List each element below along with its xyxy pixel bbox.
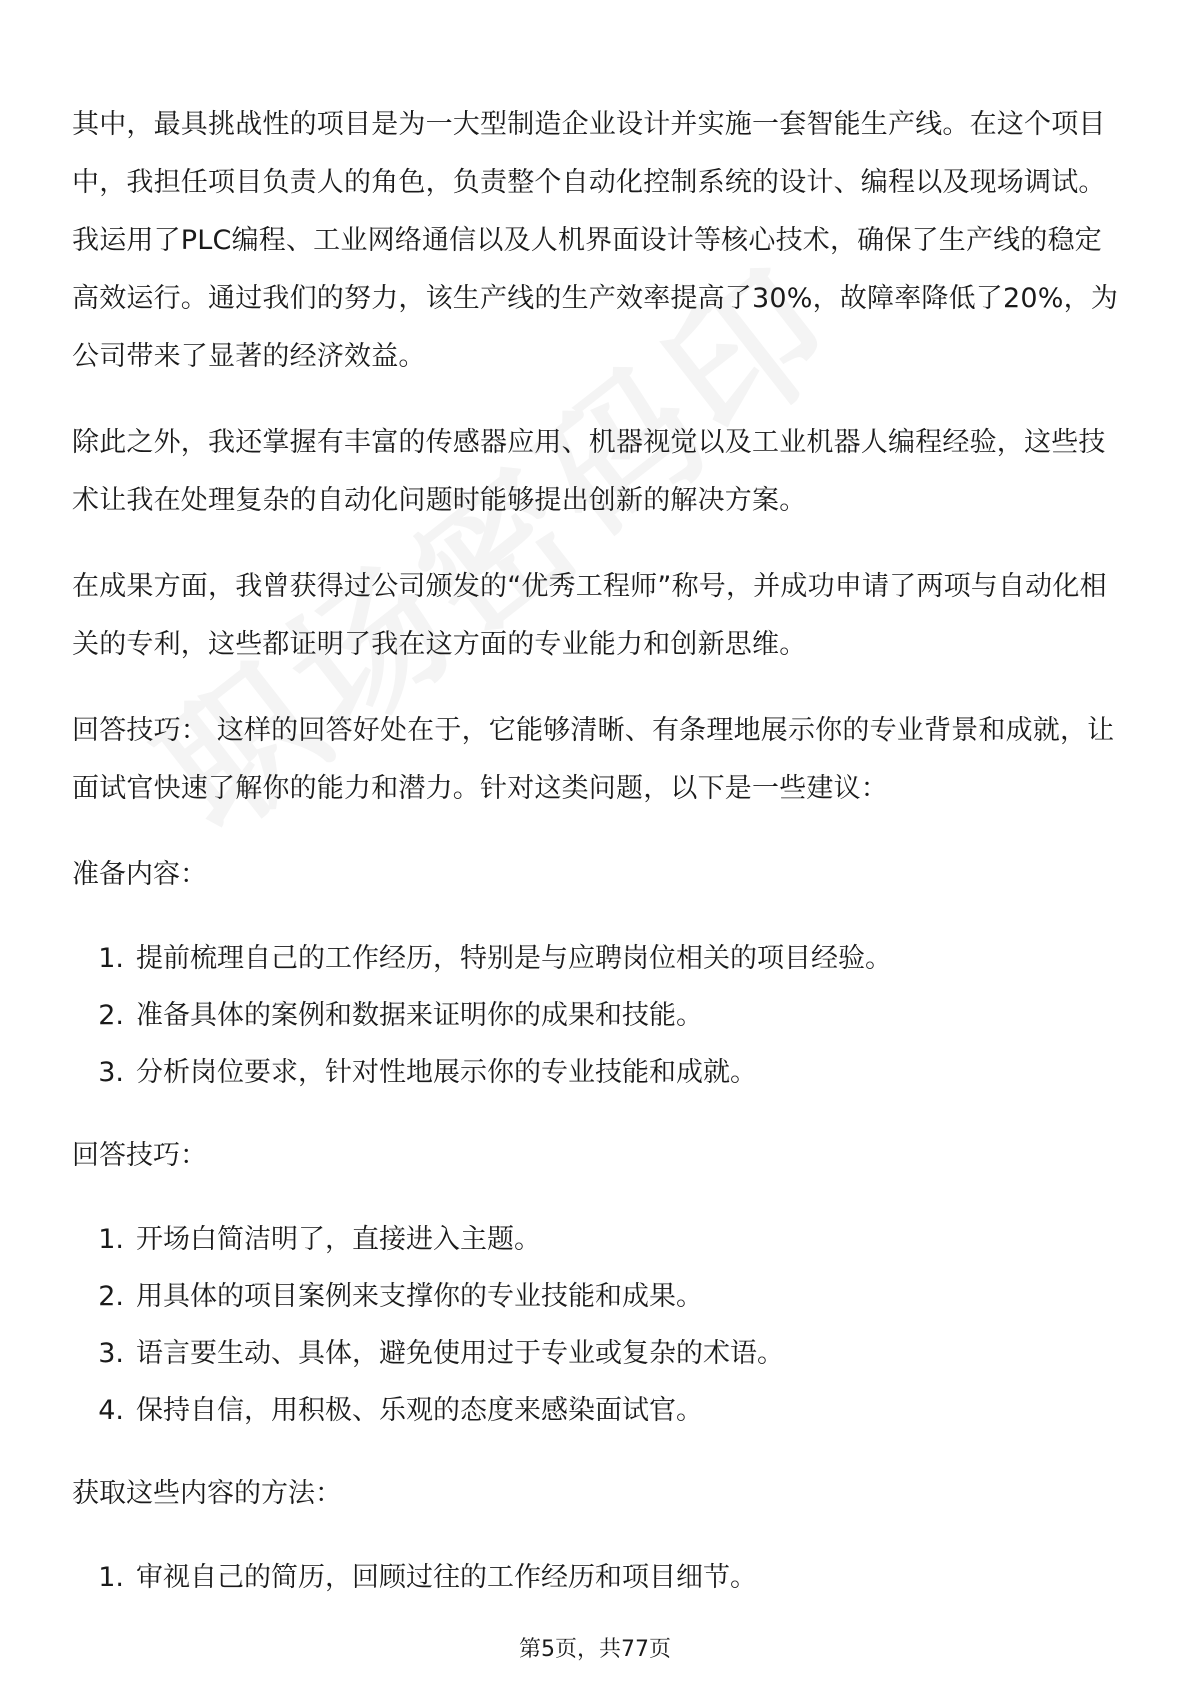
section-heading-methods: 获取这些内容的方法： [72,1478,342,1509]
list-number: 1. [98,1562,124,1593]
page-footer [0,1632,1190,1663]
list-preparation [72,930,1122,1101]
paragraph-achievements: 在成果方面，我曾获得过公司颁发的“优秀工程师”称号，并成功申请了两项与自动化相关的专利，这些都证明了我在这方面的专业能力和创新思维。 [72,571,1107,660]
list-number: 3. [98,1338,124,1369]
list-number: 4. [98,1395,124,1426]
list-item [72,1382,1122,1439]
list-item [72,1549,1122,1606]
list-item-text: 分析岗位要求，针对性地展示你的专业技能和成就。 [136,1057,757,1088]
list-item-text: 保持自信，用积极、乐观的态度来感染面试官。 [136,1395,703,1426]
page-number: 第5页，共77页 [519,1637,671,1662]
list-item [72,1211,1122,1268]
section-heading-preparation: 准备内容： [72,859,207,890]
list-item [72,1325,1122,1382]
list-item-text: 用具体的项目案例来支撑你的专业技能和成果。 [136,1281,703,1312]
list-item [72,930,1122,987]
paragraph-tips: 回答技巧： 这样的回答好处在于，它能够清晰、有条理地展示你的专业背景和成就，让面试官快速了解你的能力和潜力。针对这类问题，以下是一些建议： [72,715,1115,804]
list-item-text: 准备具体的案例和数据来证明你的成果和技能。 [136,1000,703,1031]
list-item-text: 提前梳理自己的工作经历，特别是与应聘岗位相关的项目经验。 [136,943,892,974]
section-heading-answer-tips: 回答技巧： [72,1140,207,1171]
document-body [72,96,1122,1632]
list-item [72,1044,1122,1101]
list-number: 3. [98,1057,124,1088]
paragraph-skills: 除此之外，我还掌握有丰富的传感器应用、机器视觉以及工业机器人编程经验，这些技术让我在处理复杂的自动化问题时能够提出创新的解决方案。 [72,427,1106,516]
list-item [72,1268,1122,1325]
list-answer-tips [72,1211,1122,1439]
list-methods [72,1549,1122,1606]
list-item [72,987,1122,1044]
paragraph-project: 其中，最具挑战性的项目是为一大型制造企业设计并实施一套智能生产线。在这个项目中，我担任项目负责人的角色，负责整个自动化控制系统的设计、编程以及现场调试。我运用了PLC编程、工业网络通信以及人机界面设计等核心技术，确保了生产线的稳定高效运行。通过我们的努力，该生产线的生产效率提高了30%，故障率降低了20%，为公司带来了显著的经济效益。 [72,109,1119,372]
list-item-text: 开场白简洁明了，直接进入主题。 [136,1224,541,1255]
list-number: 1. [98,943,124,974]
list-number: 2. [98,1281,124,1312]
list-number: 1. [98,1224,124,1255]
list-item-text: 语言要生动、具体，避免使用过于专业或复杂的术语。 [136,1338,784,1369]
list-number: 2. [98,1000,124,1031]
list-item-text: 审视自己的简历，回顾过往的工作经历和项目细节。 [136,1562,757,1593]
